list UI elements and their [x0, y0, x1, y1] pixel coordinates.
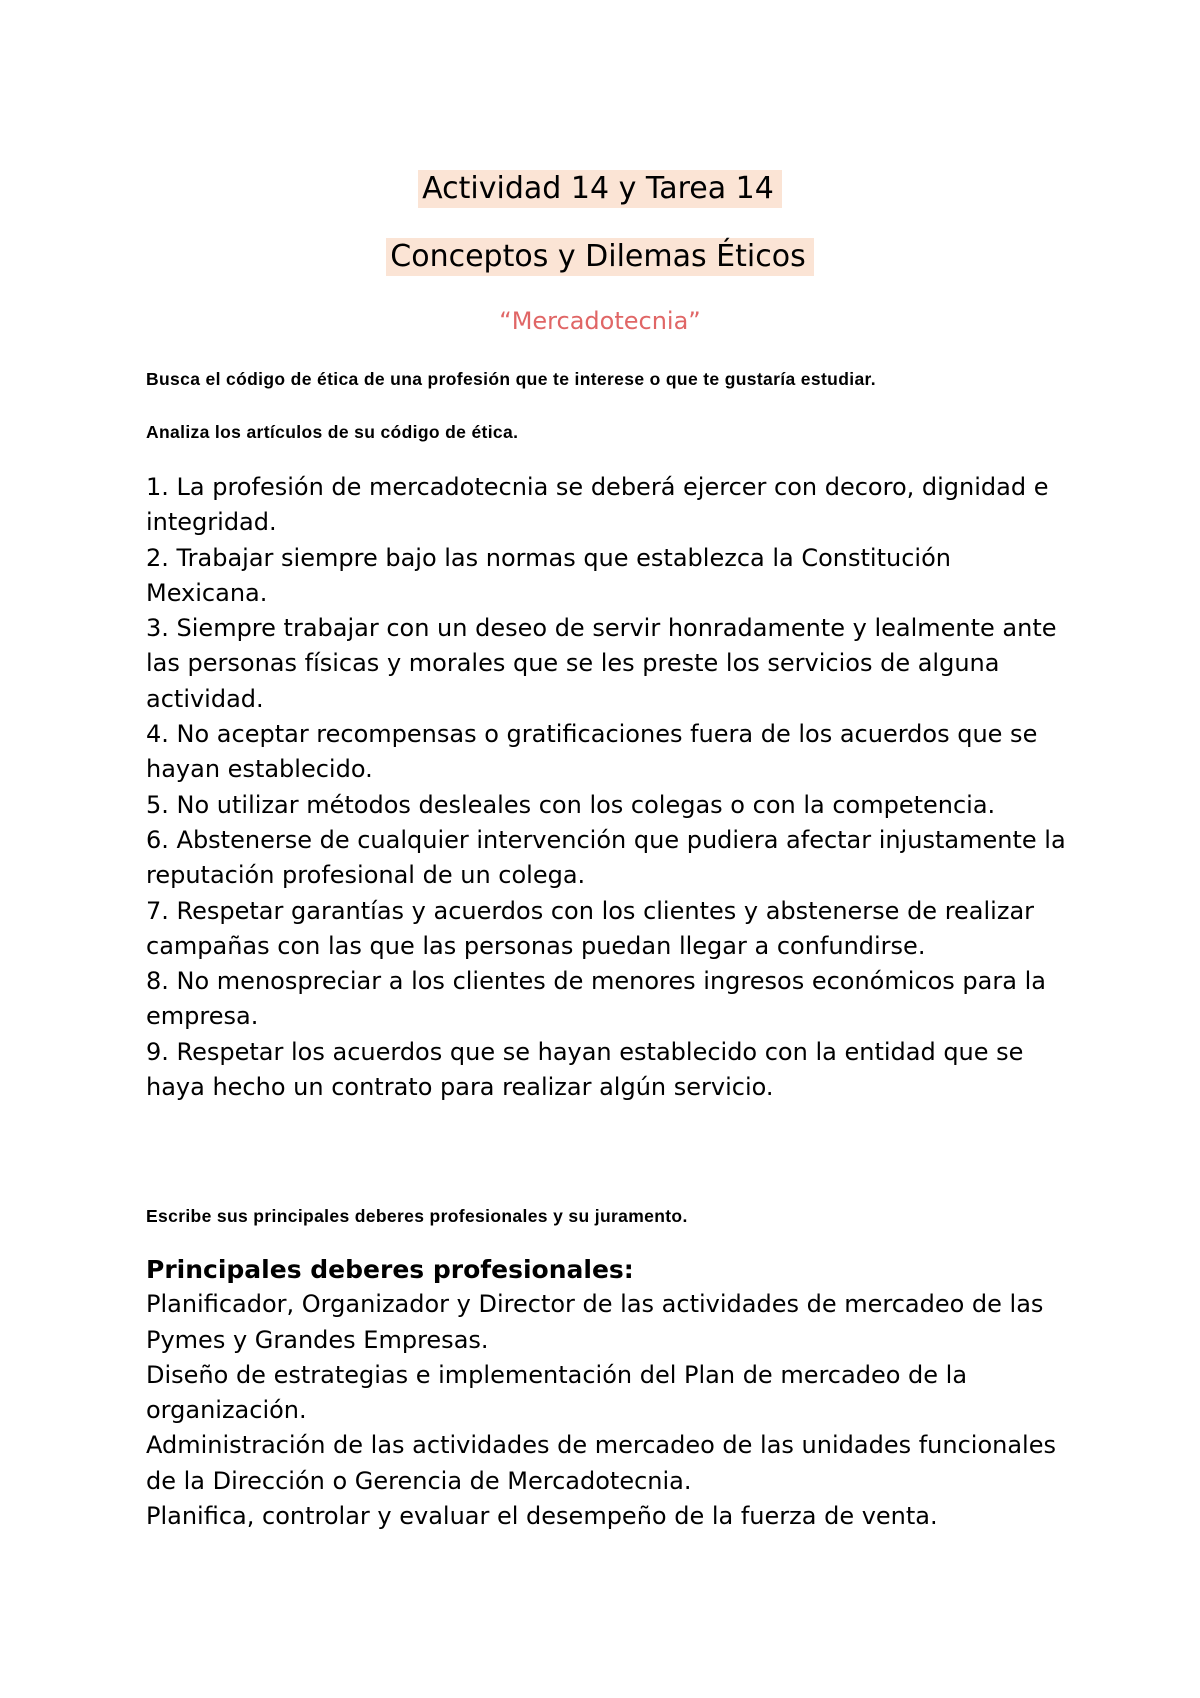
duty-item: Planifica, controlar y evaluar el desempeño de la fuerza de venta. [146, 1502, 938, 1531]
subtitle-block [0, 238, 1200, 276]
duty-item: Diseño de estrategias e implementación del Plan de mercadeo de la organización. [146, 1360, 968, 1425]
document-title: Actividad 14 y Tarea 14 [418, 170, 782, 208]
duty-item: Administración de las actividades de mercadeo de las unidades funcionales de la Dirección o Gerencia de Mercadotecnia. [146, 1431, 1056, 1495]
title-block [0, 170, 1200, 208]
instruction-search-code: Busca el código de ética de una profesión que te interese o que te gustaría estudiar. [146, 369, 876, 389]
duties-heading: Principales deberes profesionales: [146, 1255, 634, 1284]
code-article: 7. Respetar garantías y acuerdos con los clientes y abstenerse de realizar campañas con las que las personas puedan llegar a confundirse. [146, 896, 1035, 960]
code-article: 5. No utilizar métodos desleales con los colegas o con la competencia. [146, 790, 996, 819]
duties-section [146, 1252, 1086, 1534]
document-subtitle: Conceptos y Dilemas Éticos [386, 238, 813, 276]
code-article: 6. Abstenerse de cualquier intervención que pudiera afectar injustamente la reputación profesional de un colega. [146, 825, 1066, 890]
duty-item: Planificador, Organizador y Director de las actividades de mercadeo de las Pymes y Grandes Empresas. [146, 1290, 1044, 1354]
code-article: 8. No menospreciar a los clientes de menores ingresos económicos para la empresa. [146, 967, 1046, 1031]
topic-heading: “Mercadotecnia” [499, 307, 701, 335]
instruction-write-duties: Escribe sus principales deberes profesionales y su juramento. [146, 1206, 688, 1226]
code-articles-list [146, 470, 1076, 1105]
code-article: 9. Respetar los acuerdos que se hayan establecido con la entidad que se haya hecho un contrato para realizar algún servicio. [146, 1037, 1024, 1102]
instruction-analyze-articles: Analiza los artículos de su código de ética. [146, 422, 519, 442]
code-article: 1. La profesión de mercadotecnia se deberá ejercer con decoro, dignidad e integridad. [146, 473, 1049, 537]
code-article: 3. Siempre trabajar con un deseo de servir honradamente y lealmente ante las personas físicas y morales que se les preste los servicios de alguna actividad. [146, 614, 1057, 713]
code-article: 2. Trabajar siempre bajo las normas que establezca la Constitución Mexicana. [146, 543, 951, 607]
code-article: 4. No aceptar recompensas o gratificaciones fuera de los acuerdos que se hayan establecido. [146, 720, 1038, 784]
